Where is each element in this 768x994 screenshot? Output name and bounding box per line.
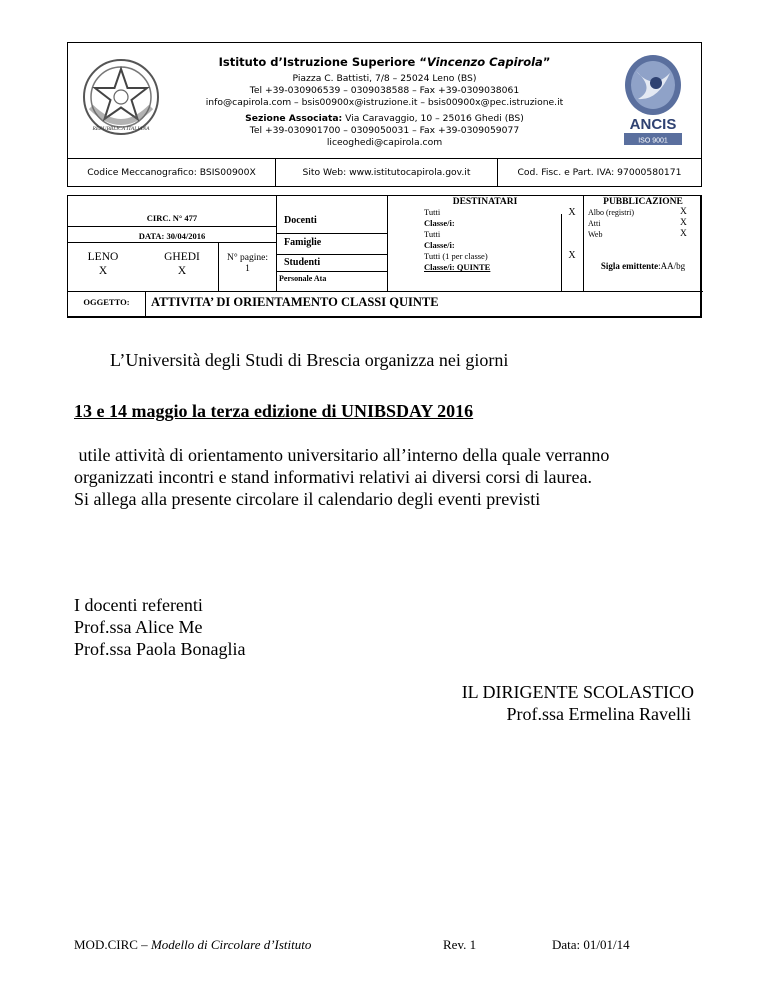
circ-number: CIRC. N° 477 xyxy=(146,213,198,223)
letterhead xyxy=(67,42,702,187)
site-leno: LENO xyxy=(87,251,119,263)
section-email: liceoghedi@capirola.com xyxy=(326,137,443,148)
letterhead-codes xyxy=(68,158,701,186)
pub-atti: Atti xyxy=(588,219,601,228)
school-address xyxy=(163,73,606,109)
pub-web: Web xyxy=(588,230,603,239)
footer-model: MOD.CIRC – Modello di Circolare d’Istituto xyxy=(74,937,312,952)
dirigente-name: Prof.ssa Ermelina Ravelli xyxy=(506,704,691,724)
pagine-label: N° pagine: xyxy=(227,253,268,263)
pub-atti-mark: X xyxy=(680,218,687,228)
ancis-text: ANCIS xyxy=(629,116,677,133)
footer-date: Data: 01/01/14 xyxy=(552,937,630,952)
paragraph-line: Si allega alla presente circolare il calendario degli eventi previsti xyxy=(74,489,541,509)
italian-republic-emblem xyxy=(81,57,161,137)
pub-albo: Albo (registri) xyxy=(588,208,634,217)
pagine-value: 1 xyxy=(245,264,250,274)
studenti-mark: X xyxy=(568,250,576,261)
event-headline: 13 e 14 maggio la terza edizione di UNIBSDAY 2016 xyxy=(74,401,474,421)
section-phones: Tel +39-030901700 – 0309050031 – Fax +39-0309059077 xyxy=(249,125,520,136)
codice-fiscale: Cod. Fisc. e Part. IVA: 97000580171 xyxy=(517,167,682,178)
site-leno-mark: X xyxy=(98,265,108,277)
section-label: Sezione Associata: xyxy=(245,113,343,124)
site-ghedi: GHEDI xyxy=(164,251,200,263)
docenti-tutti: Tutti xyxy=(424,207,441,217)
famiglie-tutti: Tutti xyxy=(424,229,441,239)
intro-line: L’Università degli Studi di Brescia organizza nei giorni xyxy=(110,350,509,370)
codice-meccanografico: Codice Meccanografico: BSIS00900X xyxy=(68,159,276,186)
paragraph-line: utile attività di orientamento universitario all’interno della quale verranno xyxy=(74,445,610,465)
circ-date: DATA: 30/04/2016 xyxy=(138,231,206,241)
phones-line: Tel +39-030906539 – 0309038588 – Fax +39-0309038061 xyxy=(249,85,520,96)
studenti-classe: Classe/i: QUINTE xyxy=(424,262,491,272)
dirigente-title: IL DIRIGENTE SCOLASTICO xyxy=(461,682,694,702)
destinatari-heading: DESTINATARI xyxy=(452,197,518,207)
school-name: Istituto d’Istruzione Superiore “Vincenzo Capirola” xyxy=(218,55,551,69)
pubblicazione-heading: PUBBLICAZIONE xyxy=(603,197,683,207)
section-address-text: Via Caravaggio, 10 – 25016 Ghedi (BS) xyxy=(342,113,524,124)
recipient-famiglie: Famiglie xyxy=(284,237,322,248)
pub-albo-mark: X xyxy=(680,207,687,217)
referenti-block xyxy=(74,594,245,660)
paragraph-line: organizzati incontri e stand informativi relativi ai diversi corsi di laurea. xyxy=(74,467,592,487)
ancis-logo xyxy=(618,51,688,149)
iso-text: ISO 9001 xyxy=(638,137,668,145)
site-ghedi-mark: X xyxy=(177,265,187,277)
signature-block xyxy=(462,681,694,725)
sigla-emittente: Sigla emittente:AA/bg xyxy=(600,261,686,271)
pub-web-mark: X xyxy=(680,229,687,239)
studenti-tutti: Tutti (1 per classe) xyxy=(424,251,488,261)
oggetto-text: ATTIVITA’ DI ORIENTAMENTO CLASSI QUINTE xyxy=(151,295,439,309)
recipient-studenti: Studenti xyxy=(284,257,321,268)
body-paragraph xyxy=(74,444,609,510)
circular-header-table xyxy=(67,195,702,318)
emblem-text: REPUBBLICA ITALIANA xyxy=(92,126,150,132)
emails-line: info@capirola.com – bsis00900x@istruzione.it – bsis00900x@pec.istruzione.it xyxy=(205,97,564,108)
recipient-personale-ata: Personale Ata xyxy=(279,274,327,283)
referente-name: Prof.ssa Paola Bonaglia xyxy=(74,639,246,659)
sito-web: Sito Web: www.istitutocapirola.gov.it xyxy=(276,159,498,186)
oggetto-label: OGGETTO: xyxy=(83,297,130,307)
section-address xyxy=(163,113,606,149)
docenti-mark: X xyxy=(568,207,576,218)
recipient-docenti: Docenti xyxy=(284,215,317,226)
referente-name: Prof.ssa Alice Me xyxy=(74,617,203,637)
footer-revision: Rev. 1 xyxy=(443,937,477,952)
address-line: Piazza C. Battisti, 7/8 – 25024 Leno (BS) xyxy=(292,73,477,84)
referenti-heading: I docenti referenti xyxy=(74,595,203,615)
famiglie-classe: Classe/i: xyxy=(424,240,455,250)
docenti-classe: Classe/i: xyxy=(424,218,455,228)
